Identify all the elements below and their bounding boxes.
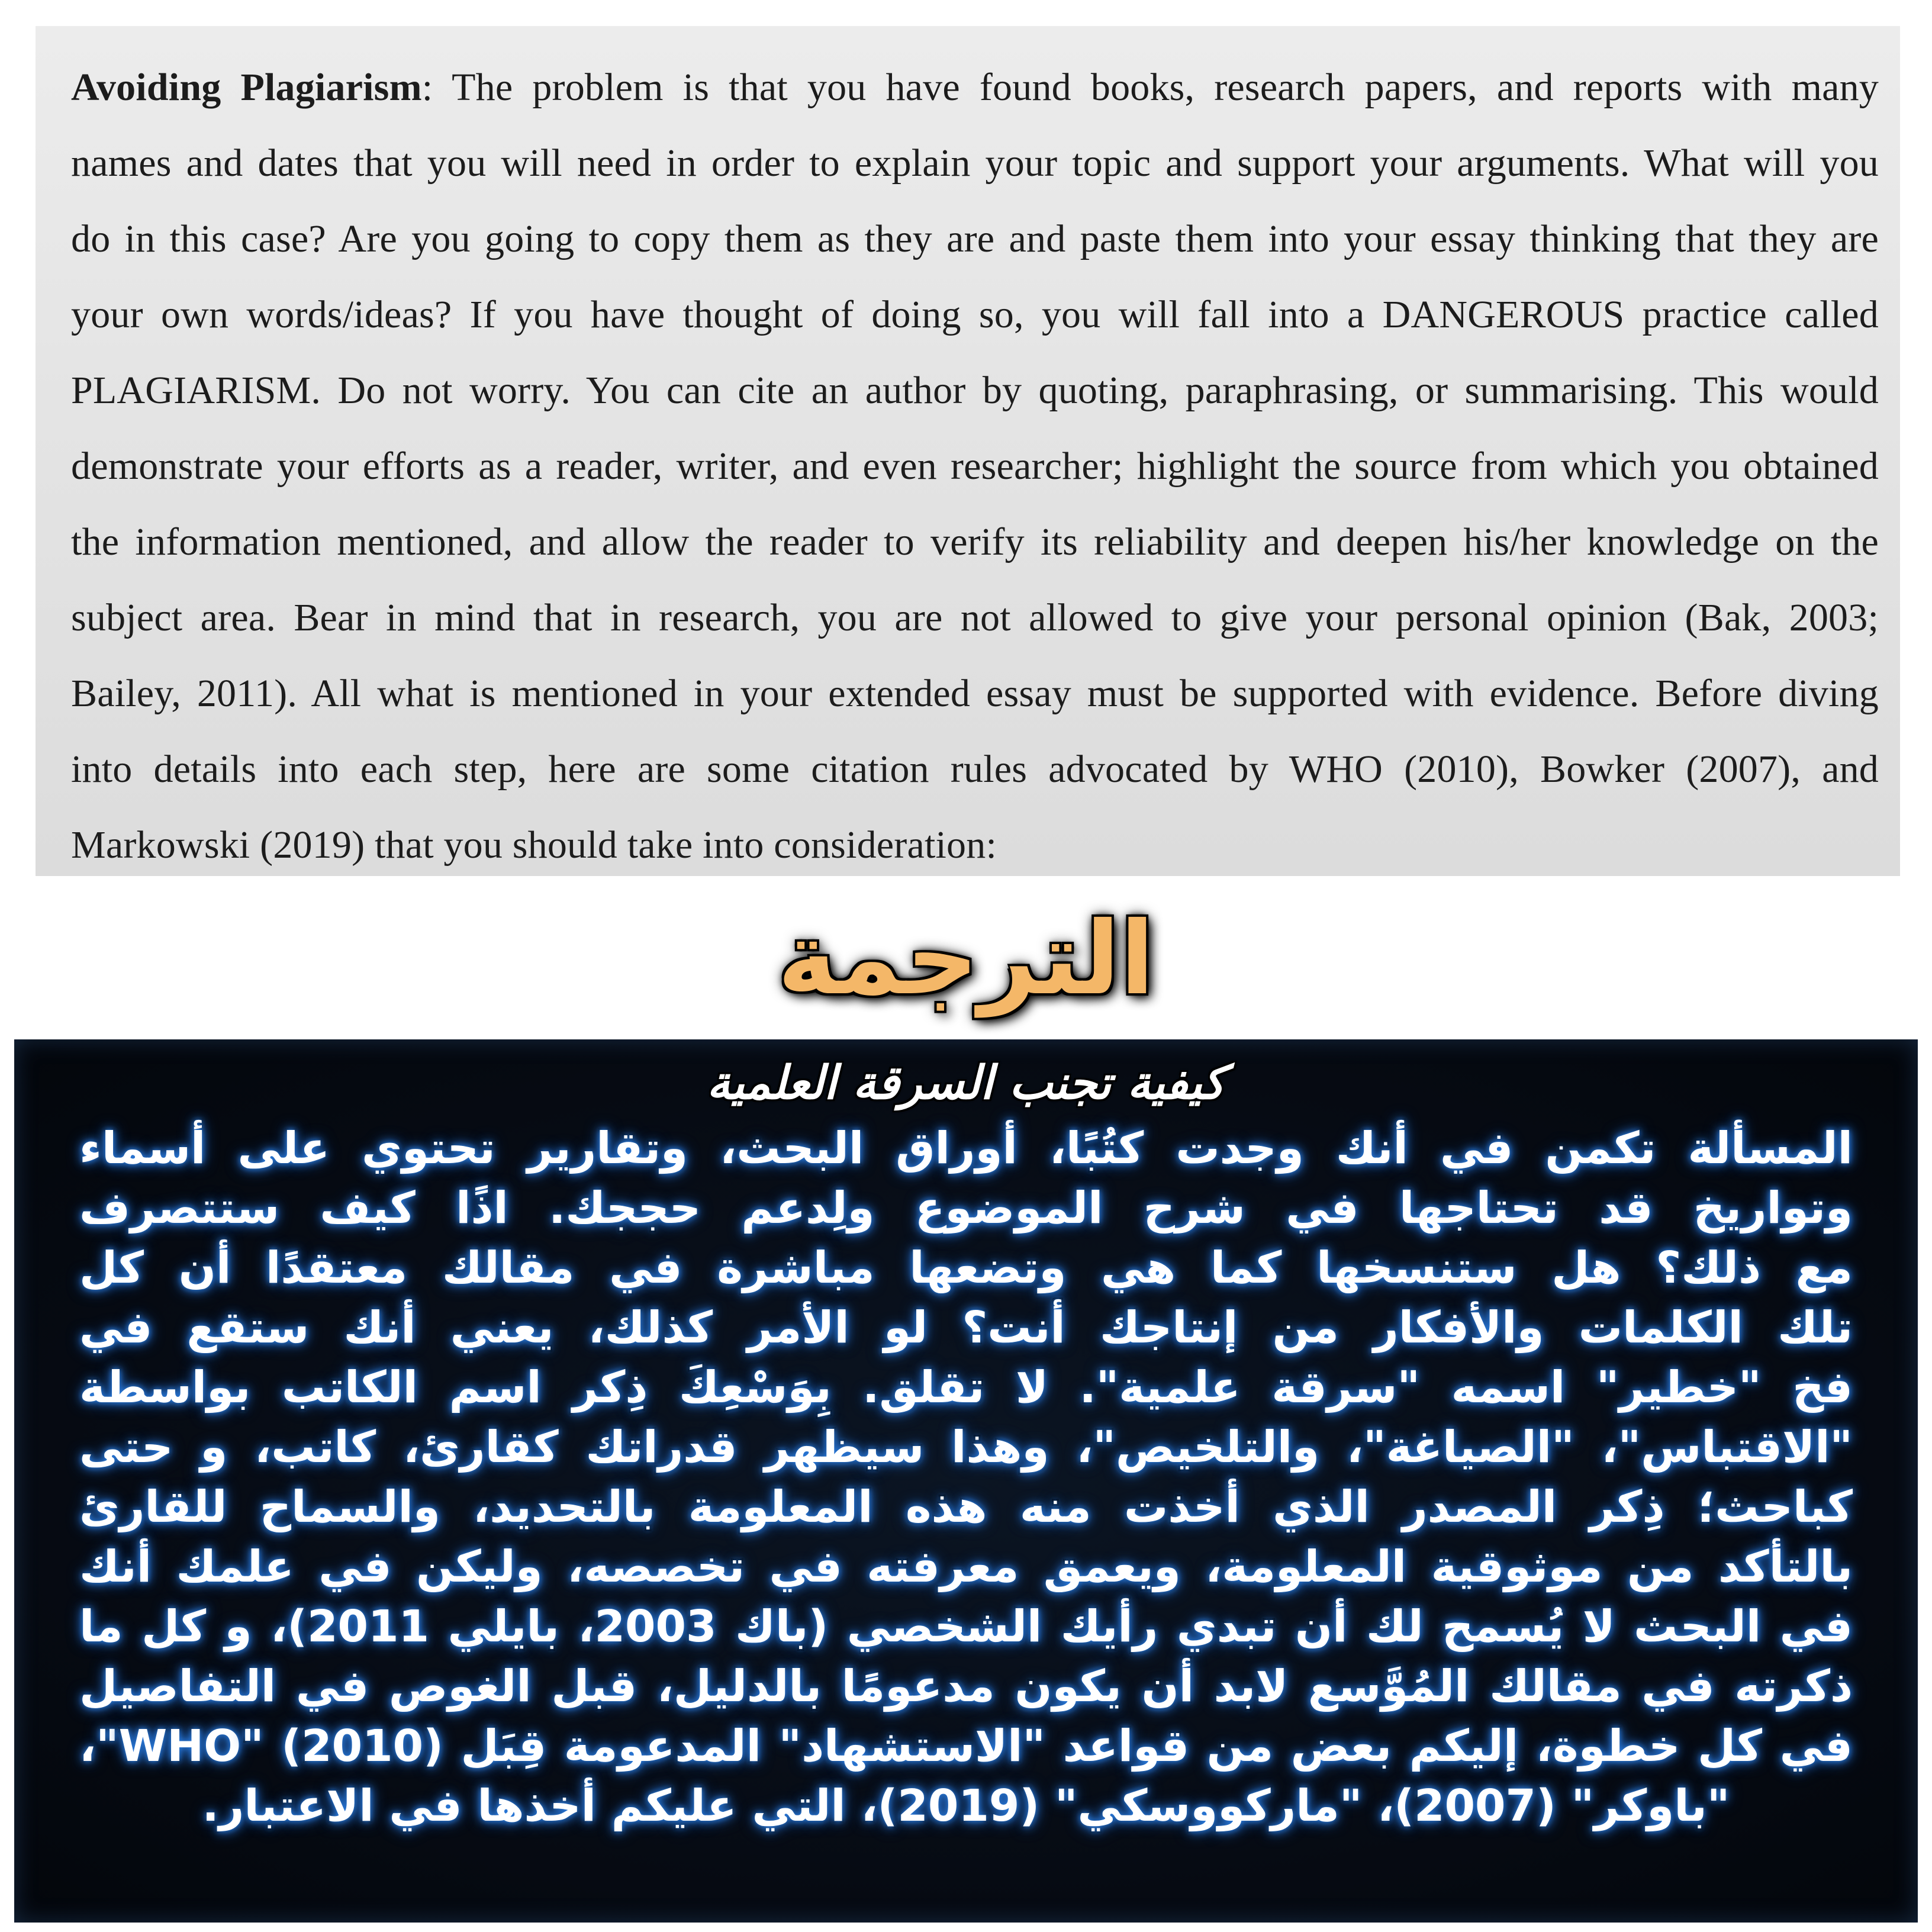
translation-line-3: مع ذلك؟ هل ستنسخها كما هي وتضعها مباشرة في مقالك معتقدًا أن كل: [79, 1242, 1853, 1293]
translation-line-7: كباحث؛ ذِكر المصدر الذي أخذت منه هذه المعلومة بالتحديد، والسماح للقارئ: [79, 1482, 1853, 1532]
translation-line-1: المسألة تكمن في أنك وجدت كتُبًا، أوراق البحث، وتقارير تحتوي على أسماء: [79, 1123, 1853, 1174]
translation-line-6: "الاقتباس"، "الصياغة"، والتلخيص"، وهذا سيظهر قدراتك كقارئ، كاتب، و حتى: [79, 1422, 1853, 1473]
english-scanned-text: [36, 26, 1900, 876]
translation-line-11: في كل خطوة، إليكم بعض من قواعد "الاستشهاد" المدعومة قِبَل (2010) "WHO"،: [79, 1721, 1853, 1772]
scan-line-7: the information mentioned, and allow the reader to verify its reliability and deepen his/her knowledge on the: [71, 520, 1879, 564]
scan-line-9: Bailey, 2011). All what is mentioned in your extended essay must be supported with evidence. Before diving: [71, 672, 1879, 715]
translation-line-4: تلك الكلمات والأفكار من إنتاجك أنت؟ لو الأمر كذلك، يعني أنك ستقع في: [79, 1302, 1853, 1353]
translation-line-5: فخ "خطير" اسمه "سرقة علمية". لا تقلق. بِوَسْعِكَ ذِكر اسم الكاتب بواسطة: [79, 1362, 1853, 1413]
translation-line-10: ذكرته في مقالك المُوَّسع لابد أن يكون مدعومًا بالدليل، قبل الغوص في التفاصيل: [79, 1661, 1853, 1712]
translation-line-2: وتواريخ قد تحتاجها في شرح الموضوع ولِدعم حججك. اذًا كيف ستتصرف: [79, 1183, 1853, 1234]
scan-line-2: names and dates that you will need in order to explain your topic and support your arguments. What will you: [71, 141, 1879, 185]
scan-line-10: into details into each step, here are some citation rules advocated by WHO (2010), Bowker (2007), and: [71, 748, 1879, 791]
scan-line-8: subject area. Bear in mind that in research, you are not allowed to give your personal opinion (Bak, 2003;: [71, 596, 1879, 639]
translation-heading: الترجمة: [777, 900, 1155, 1017]
translation-line-8: بالتأكد من موثوقية المعلومة، ويعمق معرفته في تخصصه، وليكن في علمك أنك: [79, 1541, 1853, 1592]
section-heading: Avoiding Plagiarism: [71, 66, 422, 109]
translation-panel: [14, 1039, 1918, 1923]
scan-line-5: PLAGIARISM. Do not worry. You can cite an author by quoting, paraphrasing, or summarising. This would: [71, 369, 1879, 412]
translation-line-9: في البحث لا يُسمح لك أن تبدي رأيك الشخصي (باك 2003، بايلي 2011)، و كل ما: [79, 1601, 1853, 1652]
scan-line-6: demonstrate your efforts as a reader, writer, and even researcher; highlight the source from which you obtained: [71, 445, 1879, 488]
translation-line-12: "باوكر" (2007)، "ماركووسكي" (2019)، التي عليكم أخذها في الاعتبار.: [202, 1780, 1730, 1831]
scan-line-1: Avoiding Plagiarism: The problem is that you have found books, research papers, and reports with many: [71, 66, 1879, 109]
scan-line-11: Markowski (2019) that you should take into consideration:: [71, 823, 997, 867]
translation-title: كيفية تجنب السرقة العلمية: [707, 1057, 1225, 1110]
scan-line-3: do in this case? Are you going to copy them as they are and paste them into your essay thinking that they are: [71, 217, 1879, 260]
scan-line-4: your own words/ideas? If you have thought of doing so, you will fall into a DANGEROUS practice called: [71, 293, 1879, 336]
